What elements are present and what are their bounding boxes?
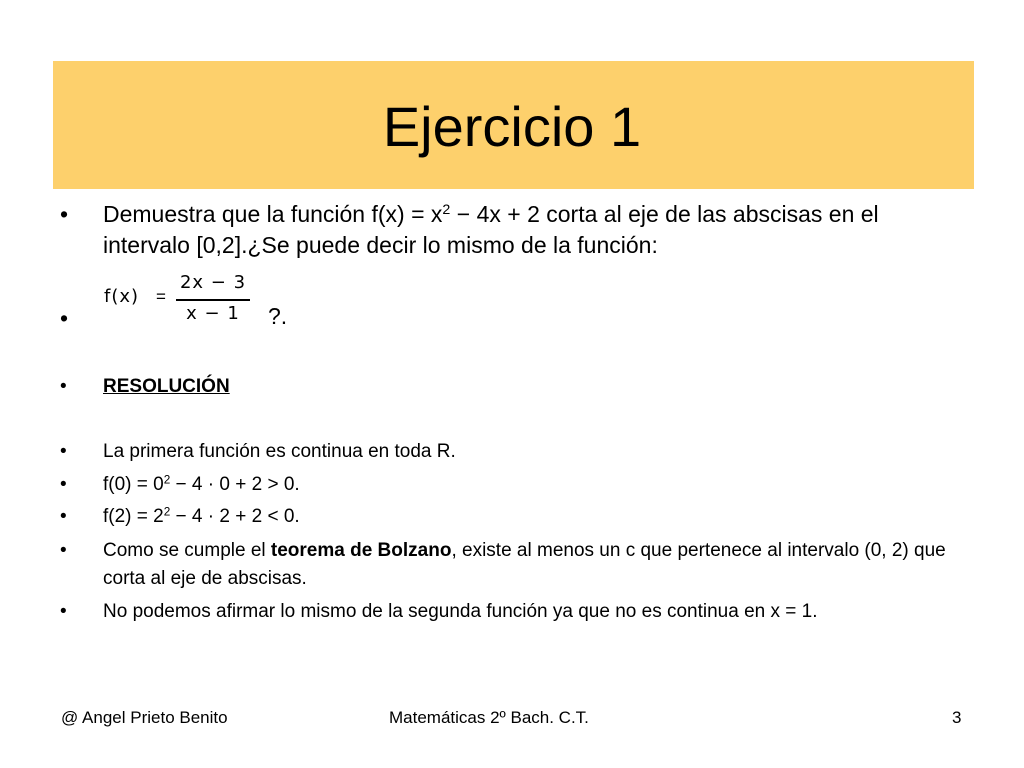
bullet-marker: • [60,305,69,331]
problem-text-part2: − 4x + 2 corta al eje de las abscisas en el intervalo [0,2].¿Se puede decir lo mismo de la función: [103,201,879,258]
resolution-heading: RESOLUCIÓN [103,376,230,397]
bullet-marker: • [60,376,67,397]
bullet-marker: • [60,474,67,495]
f2-exponent: 2 [163,505,171,519]
footer-author: @ Angel Prieto Benito [61,708,228,727]
bolzano-text [103,537,970,593]
footer-course: Matemáticas 2º Bach. C.T. [389,708,589,727]
f0-text-part1: f(0) = 0 [103,474,164,495]
bullet-marker: • [60,201,69,227]
conclusion-text: No podemos afirmar lo mismo de la segunda función ya que no es continua en x = 1. [103,601,818,622]
bullet-marker: • [60,441,67,462]
bullet-marker: • [60,601,67,622]
problem-text-part1: Demuestra que la función f(x) = x [103,201,443,227]
slide-title: Ejercicio 1 [382,95,642,158]
bullet-marker: • [60,506,67,527]
formula-equals: = [156,287,166,306]
footer-page-number: 3 [952,708,962,727]
problem-exponent: 2 [442,202,451,219]
f0-text-part2: − 4 · 0 + 2 > 0. [170,474,300,495]
question-end: ?. [268,303,288,329]
bolzano-text-part1: Como se cumple el [103,540,271,561]
f0-exponent: 2 [163,473,171,487]
f2-text-part2: − 4 · 2 + 2 < 0. [170,506,300,527]
problem-statement-text [103,199,970,261]
f2-text-part1: f(2) = 2 [103,506,164,527]
bullet-marker: • [60,540,67,561]
formula-lhs: f(x) [104,286,140,307]
formula-numerator: 2x − 3 [179,272,247,293]
f2-text [103,503,970,531]
formula-fraction [104,272,254,328]
bolzano-text-part2: , existe al menos un c que pertenece al intervalo (0, 2) que corta al eje de abscisas. [103,540,946,589]
bolzano-theorem-name: teorema de Bolzano [270,540,452,561]
f0-text [103,471,970,499]
fraction-line [176,299,250,301]
formula-denominator: x − 1 [186,303,240,324]
continuity-text: La primera función es continua en toda R. [103,441,456,462]
